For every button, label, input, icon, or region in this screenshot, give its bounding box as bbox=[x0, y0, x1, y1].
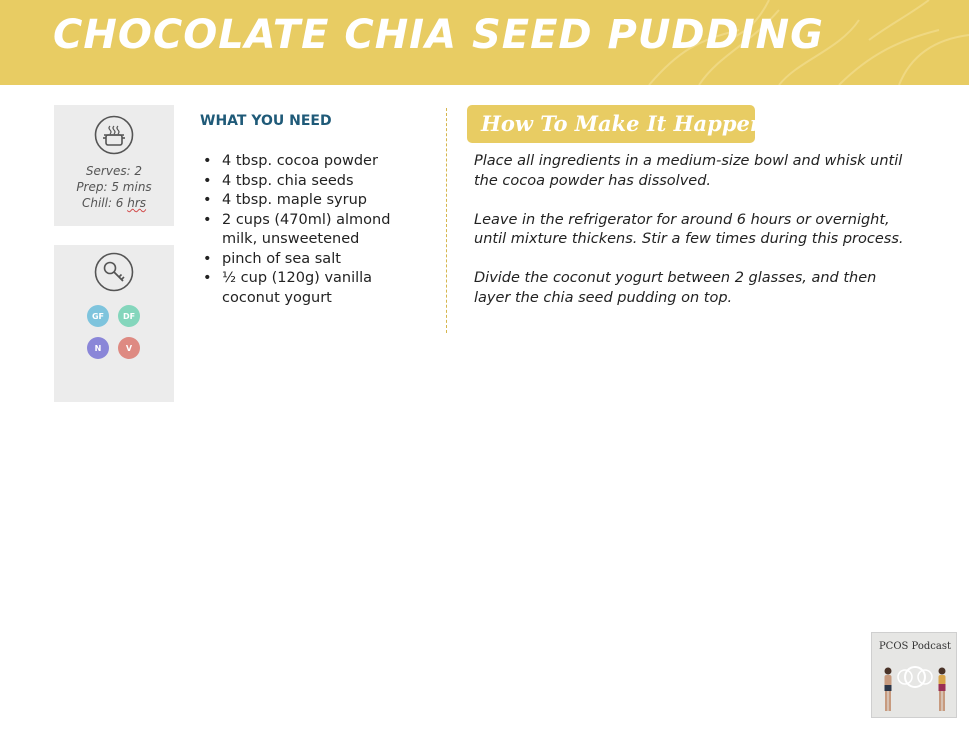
serving-details bbox=[54, 163, 174, 211]
column-divider bbox=[446, 108, 447, 333]
diet-info-card bbox=[54, 245, 174, 402]
serving-info-card bbox=[54, 105, 174, 226]
key-icon bbox=[94, 252, 134, 292]
ingredient-item: • 4 tbsp. cocoa powder bbox=[200, 152, 420, 172]
podcast-figures-icon bbox=[872, 655, 957, 718]
badge-v: V bbox=[118, 337, 140, 359]
method-step: Leave in the refrigerator for around 6 hours or overnight, until mixture thickens. Stir a few times during this process. bbox=[474, 211, 904, 247]
ingredient-item: • pinch of sea salt bbox=[200, 250, 420, 270]
pot-icon bbox=[94, 115, 134, 155]
ingredient-item: • 4 tbsp. maple syrup bbox=[200, 191, 420, 211]
podcast-title: PCOS Podcast bbox=[878, 641, 952, 652]
badge-n: N bbox=[87, 337, 109, 359]
ingredients-heading: WHAT YOU NEED bbox=[200, 113, 332, 129]
prep-text: Prep: 5 mins bbox=[76, 180, 152, 194]
chill-prefix: Chill: 6 bbox=[81, 196, 128, 210]
serves-text: Serves: 2 bbox=[85, 164, 143, 178]
chill-unit: hrs bbox=[127, 196, 147, 210]
ingredient-item: • 2 cups (470ml) almond milk, unsweetened bbox=[200, 211, 420, 250]
method-step: Place all ingredients in a medium-size bowl and whisk until the cocoa powder has dissolved. bbox=[474, 153, 903, 189]
ingredient-item: • 4 tbsp. chia seeds bbox=[200, 172, 420, 192]
podcast-logo bbox=[871, 632, 957, 718]
badge-df: DF bbox=[118, 305, 140, 327]
chill-text bbox=[54, 195, 174, 211]
ingredients-list bbox=[200, 152, 420, 308]
badge-gf: GF bbox=[87, 305, 109, 327]
method-step: Divide the coconut yogurt between 2 glasses, and then layer the chia seed pudding on top. bbox=[474, 270, 877, 306]
method-heading: How To Make It Happen bbox=[481, 111, 766, 136]
method-steps bbox=[474, 152, 914, 328]
method-heading-banner bbox=[467, 105, 766, 143]
header-banner bbox=[0, 0, 969, 85]
ingredient-item: • ½ cup (120g) vanilla coconut yogurt bbox=[200, 269, 420, 308]
recipe-title: CHOCOLATE CHIA SEED PUDDING bbox=[53, 12, 824, 58]
